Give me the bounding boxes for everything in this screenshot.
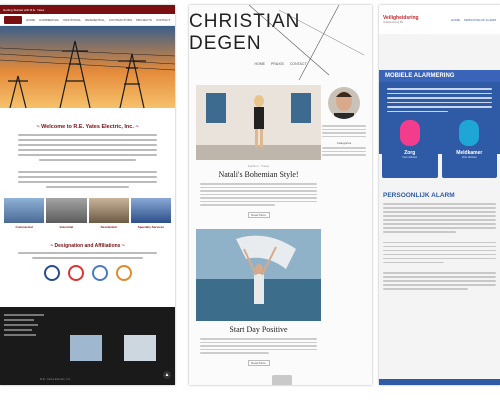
- service-categories: [0, 198, 175, 229]
- post-excerpt: [196, 183, 321, 206]
- nav-projects[interactable]: PROJECTS: [135, 17, 152, 22]
- scroll-top-icon[interactable]: ▲: [164, 372, 170, 378]
- affiliation-logos: [0, 265, 175, 281]
- section-title: MOBIELE ALARMERING: [379, 70, 500, 82]
- neca-badge-icon: [44, 265, 60, 281]
- logo-subtext: Veiligheidsring BV: [383, 21, 404, 24]
- nav-residential[interactable]: RESIDENTIAL: [85, 17, 105, 22]
- card-meldkamer[interactable]: [442, 116, 498, 178]
- main-nav: [451, 18, 496, 22]
- nav-contact[interactable]: CONTACT: [156, 17, 171, 22]
- section-subtitle: PERSOONLIJK ALARM: [383, 192, 455, 199]
- top-bar-text: Getting Started with R.E. Yates: [3, 7, 45, 12]
- card-subtitle: Voor cliënten: [461, 156, 477, 159]
- alarm-device-icon: [400, 120, 420, 146]
- read-more-button[interactable]: Read More: [248, 212, 270, 218]
- avatar: [328, 87, 360, 119]
- nav-commercial[interactable]: COMMERCIAL: [39, 17, 60, 22]
- post-excerpt: [196, 338, 321, 354]
- category-residential[interactable]: [89, 198, 129, 229]
- category-industrial[interactable]: [46, 198, 86, 229]
- affiliation-seal-icon: [116, 265, 132, 281]
- copyright-text: R.E. Yates Electric, Inc.: [40, 377, 72, 381]
- post-start-day: [196, 229, 321, 366]
- card-subtitle: Voor cliënten: [402, 156, 418, 159]
- category-label: Residential: [100, 225, 117, 229]
- affiliation-seal-icon: [92, 265, 108, 281]
- hero-image-power-lines: [0, 26, 175, 108]
- alarm-device-icon: [459, 120, 479, 146]
- yates-electric-site: [0, 5, 175, 385]
- company-logo[interactable]: [4, 16, 22, 24]
- nav-praxis[interactable]: PRAXIS: [271, 62, 284, 66]
- nav-home[interactable]: HOME: [450, 17, 460, 22]
- site-footer: [0, 307, 175, 385]
- logo-text: Veiligheidsring: [383, 15, 419, 21]
- affiliation-seal-icon: [68, 265, 84, 281]
- christian-degen-blog: [189, 5, 372, 385]
- company-logo[interactable]: [383, 15, 419, 24]
- scroll-tab[interactable]: [272, 375, 292, 385]
- category-label: Commercial: [15, 225, 33, 229]
- sidebar-heading: Categories: [336, 141, 352, 145]
- nav-home[interactable]: HOME: [254, 62, 265, 66]
- designation-heading: ~ Designation and Affiliations ~: [50, 243, 125, 249]
- nav-contractors[interactable]: CONTRACTORS: [108, 17, 132, 22]
- post-image[interactable]: [196, 85, 321, 160]
- body-text: [379, 203, 500, 290]
- nav-persoonlijk-alarm[interactable]: PERSOONLIJK ALARM: [463, 17, 496, 22]
- veiligheidsring-site: [379, 5, 500, 385]
- post-natali: [196, 85, 321, 218]
- card-title: Zorg: [404, 150, 416, 156]
- read-more-button[interactable]: Read More: [248, 360, 270, 366]
- category-label: Industrial: [59, 225, 74, 229]
- category-specialty[interactable]: [131, 198, 171, 229]
- welcome-heading: ~ Welcome to R.E. Yates Electric, Inc. ~: [36, 124, 139, 130]
- blog-sidebar: [320, 87, 368, 158]
- post-title[interactable]: Start Day Positive: [229, 325, 288, 334]
- footer-thumbnail[interactable]: [124, 335, 156, 361]
- designation-paragraph: [0, 252, 175, 259]
- alarm-cards: [379, 116, 500, 178]
- post-title[interactable]: Natali's Bohemian Style!: [218, 170, 299, 179]
- site-header: [379, 5, 500, 34]
- post-meta: Fashion · Travel: [247, 164, 270, 168]
- category-commercial[interactable]: [4, 198, 44, 229]
- footer-thumbnail[interactable]: [70, 335, 102, 361]
- post-image[interactable]: [196, 229, 321, 321]
- main-nav: [0, 14, 175, 26]
- category-label: Specialty Services: [137, 225, 165, 229]
- nav-contact[interactable]: CONTACT: [289, 62, 307, 66]
- top-bar: [0, 5, 175, 14]
- nav-home[interactable]: HOME: [26, 17, 35, 22]
- footer-address: [4, 314, 48, 336]
- footer-bar: [379, 379, 500, 385]
- intro-paragraph: [0, 134, 175, 188]
- card-zorg[interactable]: [382, 116, 438, 178]
- card-title: Meldkamer: [456, 150, 483, 156]
- nav-industrial[interactable]: INDUSTRIAL: [63, 17, 82, 22]
- blog-title[interactable]: CHRISTIAN DEGEN: [189, 10, 301, 54]
